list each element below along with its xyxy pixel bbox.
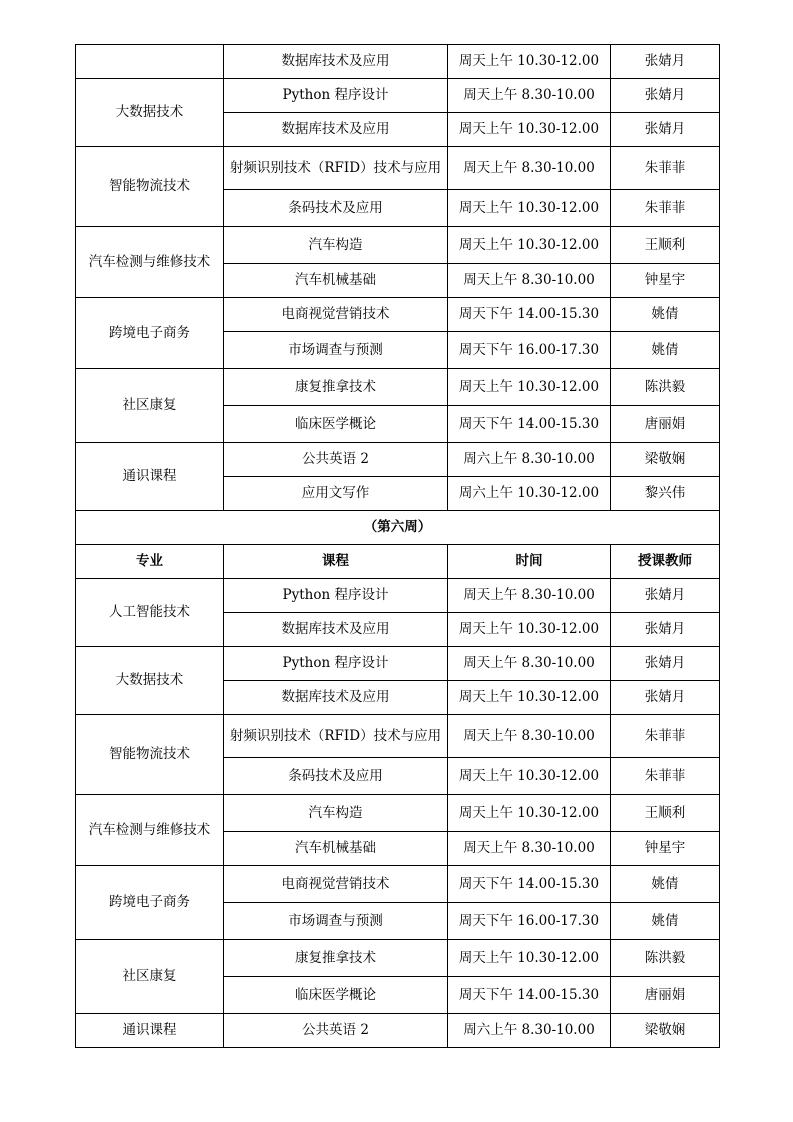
course-cell: 数据库技术及应用 — [224, 45, 448, 79]
header-teacher: 授课教师 — [611, 545, 720, 579]
table-row — [76, 1014, 720, 1048]
time-cell: 周天上午 8.30-10.00 — [448, 579, 611, 613]
teacher-cell: 王顺利 — [611, 795, 720, 832]
course-cell: 康复推拿技术 — [224, 369, 448, 406]
major-cell: 汽车检测与维修技术 — [76, 227, 224, 298]
time-cell: 周天上午 8.30-10.00 — [448, 647, 611, 681]
time-cell: 周天上午 10.30-12.00 — [448, 45, 611, 79]
header-row — [76, 545, 720, 579]
time-cell: 周六上午 10.30-12.00 — [448, 477, 611, 511]
course-cell: 数据库技术及应用 — [224, 613, 448, 647]
major-cell: 人工智能技术 — [76, 579, 224, 647]
major-cell — [76, 45, 224, 79]
table-row — [76, 866, 720, 903]
teacher-cell: 钟星宇 — [611, 832, 720, 866]
teacher-cell: 张婧月 — [611, 113, 720, 147]
table-row — [76, 79, 720, 113]
table-row — [76, 795, 720, 832]
table-row — [76, 940, 720, 977]
teacher-cell: 唐丽娟 — [611, 977, 720, 1014]
major-cell: 社区康复 — [76, 940, 224, 1014]
course-cell: 汽车机械基础 — [224, 264, 448, 298]
time-cell: 周天上午 10.30-12.00 — [448, 190, 611, 227]
week-title-row — [76, 511, 720, 545]
course-cell: 数据库技术及应用 — [224, 681, 448, 715]
teacher-cell: 张婧月 — [611, 45, 720, 79]
table-row — [76, 579, 720, 613]
major-cell: 大数据技术 — [76, 647, 224, 715]
table-row — [76, 715, 720, 758]
major-cell: 跨境电子商务 — [76, 866, 224, 940]
teacher-cell: 王顺利 — [611, 227, 720, 264]
course-cell: Python 程序设计 — [224, 647, 448, 681]
course-cell: 数据库技术及应用 — [224, 113, 448, 147]
time-cell: 周天上午 10.30-12.00 — [448, 369, 611, 406]
teacher-cell: 姚倩 — [611, 332, 720, 369]
time-cell: 周天上午 10.30-12.00 — [448, 940, 611, 977]
time-cell: 周天上午 8.30-10.00 — [448, 832, 611, 866]
time-cell: 周天上午 10.30-12.00 — [448, 758, 611, 795]
teacher-cell: 张婧月 — [611, 613, 720, 647]
major-cell: 汽车检测与维修技术 — [76, 795, 224, 866]
course-cell: 电商视觉营销技术 — [224, 298, 448, 332]
course-cell: 汽车构造 — [224, 227, 448, 264]
course-cell: 电商视觉营销技术 — [224, 866, 448, 903]
major-cell: 大数据技术 — [76, 79, 224, 147]
time-cell: 周天上午 10.30-12.00 — [448, 227, 611, 264]
time-cell: 周天下午 14.00-15.30 — [448, 866, 611, 903]
course-cell: 应用文写作 — [224, 477, 448, 511]
course-cell: Python 程序设计 — [224, 79, 448, 113]
teacher-cell: 朱菲菲 — [611, 190, 720, 227]
time-cell: 周天上午 10.30-12.00 — [448, 795, 611, 832]
teacher-cell: 陈洪毅 — [611, 940, 720, 977]
time-cell: 周天上午 8.30-10.00 — [448, 264, 611, 298]
teacher-cell: 张婧月 — [611, 79, 720, 113]
time-cell: 周天下午 14.00-15.30 — [448, 298, 611, 332]
teacher-cell: 张婧月 — [611, 579, 720, 613]
teacher-cell: 黎兴伟 — [611, 477, 720, 511]
course-cell: 公共英语 2 — [224, 1014, 448, 1048]
major-cell: 通识课程 — [76, 443, 224, 511]
time-cell: 周天上午 8.30-10.00 — [448, 715, 611, 758]
time-cell: 周天上午 8.30-10.00 — [448, 147, 611, 190]
table-row — [76, 227, 720, 264]
major-cell: 通识课程 — [76, 1014, 224, 1048]
teacher-cell: 陈洪毅 — [611, 369, 720, 406]
teacher-cell: 唐丽娟 — [611, 406, 720, 443]
schedule-table — [75, 44, 720, 1048]
course-cell: 汽车机械基础 — [224, 832, 448, 866]
course-cell: 市场调查与预测 — [224, 903, 448, 940]
time-cell: 周天上午 8.30-10.00 — [448, 79, 611, 113]
table-row — [76, 443, 720, 477]
course-cell: 康复推拿技术 — [224, 940, 448, 977]
course-cell: 公共英语 2 — [224, 443, 448, 477]
header-major: 专业 — [76, 545, 224, 579]
time-cell: 周天下午 14.00-15.30 — [448, 406, 611, 443]
course-cell: 市场调查与预测 — [224, 332, 448, 369]
table-row — [76, 147, 720, 190]
teacher-cell: 朱菲菲 — [611, 147, 720, 190]
course-cell: Python 程序设计 — [224, 579, 448, 613]
week-title: （第六周） — [76, 511, 720, 545]
time-cell: 周天上午 10.30-12.00 — [448, 113, 611, 147]
teacher-cell: 姚倩 — [611, 903, 720, 940]
teacher-cell: 梁敬娴 — [611, 1014, 720, 1048]
course-cell: 条码技术及应用 — [224, 190, 448, 227]
major-cell: 跨境电子商务 — [76, 298, 224, 369]
teacher-cell: 姚倩 — [611, 866, 720, 903]
table-row — [76, 647, 720, 681]
time-cell: 周天下午 16.00-17.30 — [448, 903, 611, 940]
teacher-cell: 钟星宇 — [611, 264, 720, 298]
major-cell: 智能物流技术 — [76, 147, 224, 227]
header-course: 课程 — [224, 545, 448, 579]
course-cell: 临床医学概论 — [224, 406, 448, 443]
course-cell: 条码技术及应用 — [224, 758, 448, 795]
teacher-cell: 梁敬娴 — [611, 443, 720, 477]
teacher-cell: 朱菲菲 — [611, 715, 720, 758]
time-cell: 周六上午 8.30-10.00 — [448, 443, 611, 477]
course-cell: 临床医学概论 — [224, 977, 448, 1014]
time-cell: 周天下午 14.00-15.30 — [448, 977, 611, 1014]
time-cell: 周天上午 10.30-12.00 — [448, 613, 611, 647]
teacher-cell: 张婧月 — [611, 681, 720, 715]
time-cell: 周天下午 16.00-17.30 — [448, 332, 611, 369]
major-cell: 社区康复 — [76, 369, 224, 443]
major-cell: 智能物流技术 — [76, 715, 224, 795]
time-cell: 周六上午 8.30-10.00 — [448, 1014, 611, 1048]
time-cell: 周天上午 10.30-12.00 — [448, 681, 611, 715]
table-row — [76, 369, 720, 406]
teacher-cell: 朱菲菲 — [611, 758, 720, 795]
teacher-cell: 姚倩 — [611, 298, 720, 332]
course-cell: 射频识别技术（RFID）技术与应用 — [224, 147, 448, 190]
teacher-cell: 张婧月 — [611, 647, 720, 681]
header-time: 时间 — [448, 545, 611, 579]
table-row — [76, 45, 720, 79]
course-cell: 射频识别技术（RFID）技术与应用 — [224, 715, 448, 758]
table-row — [76, 298, 720, 332]
course-cell: 汽车构造 — [224, 795, 448, 832]
